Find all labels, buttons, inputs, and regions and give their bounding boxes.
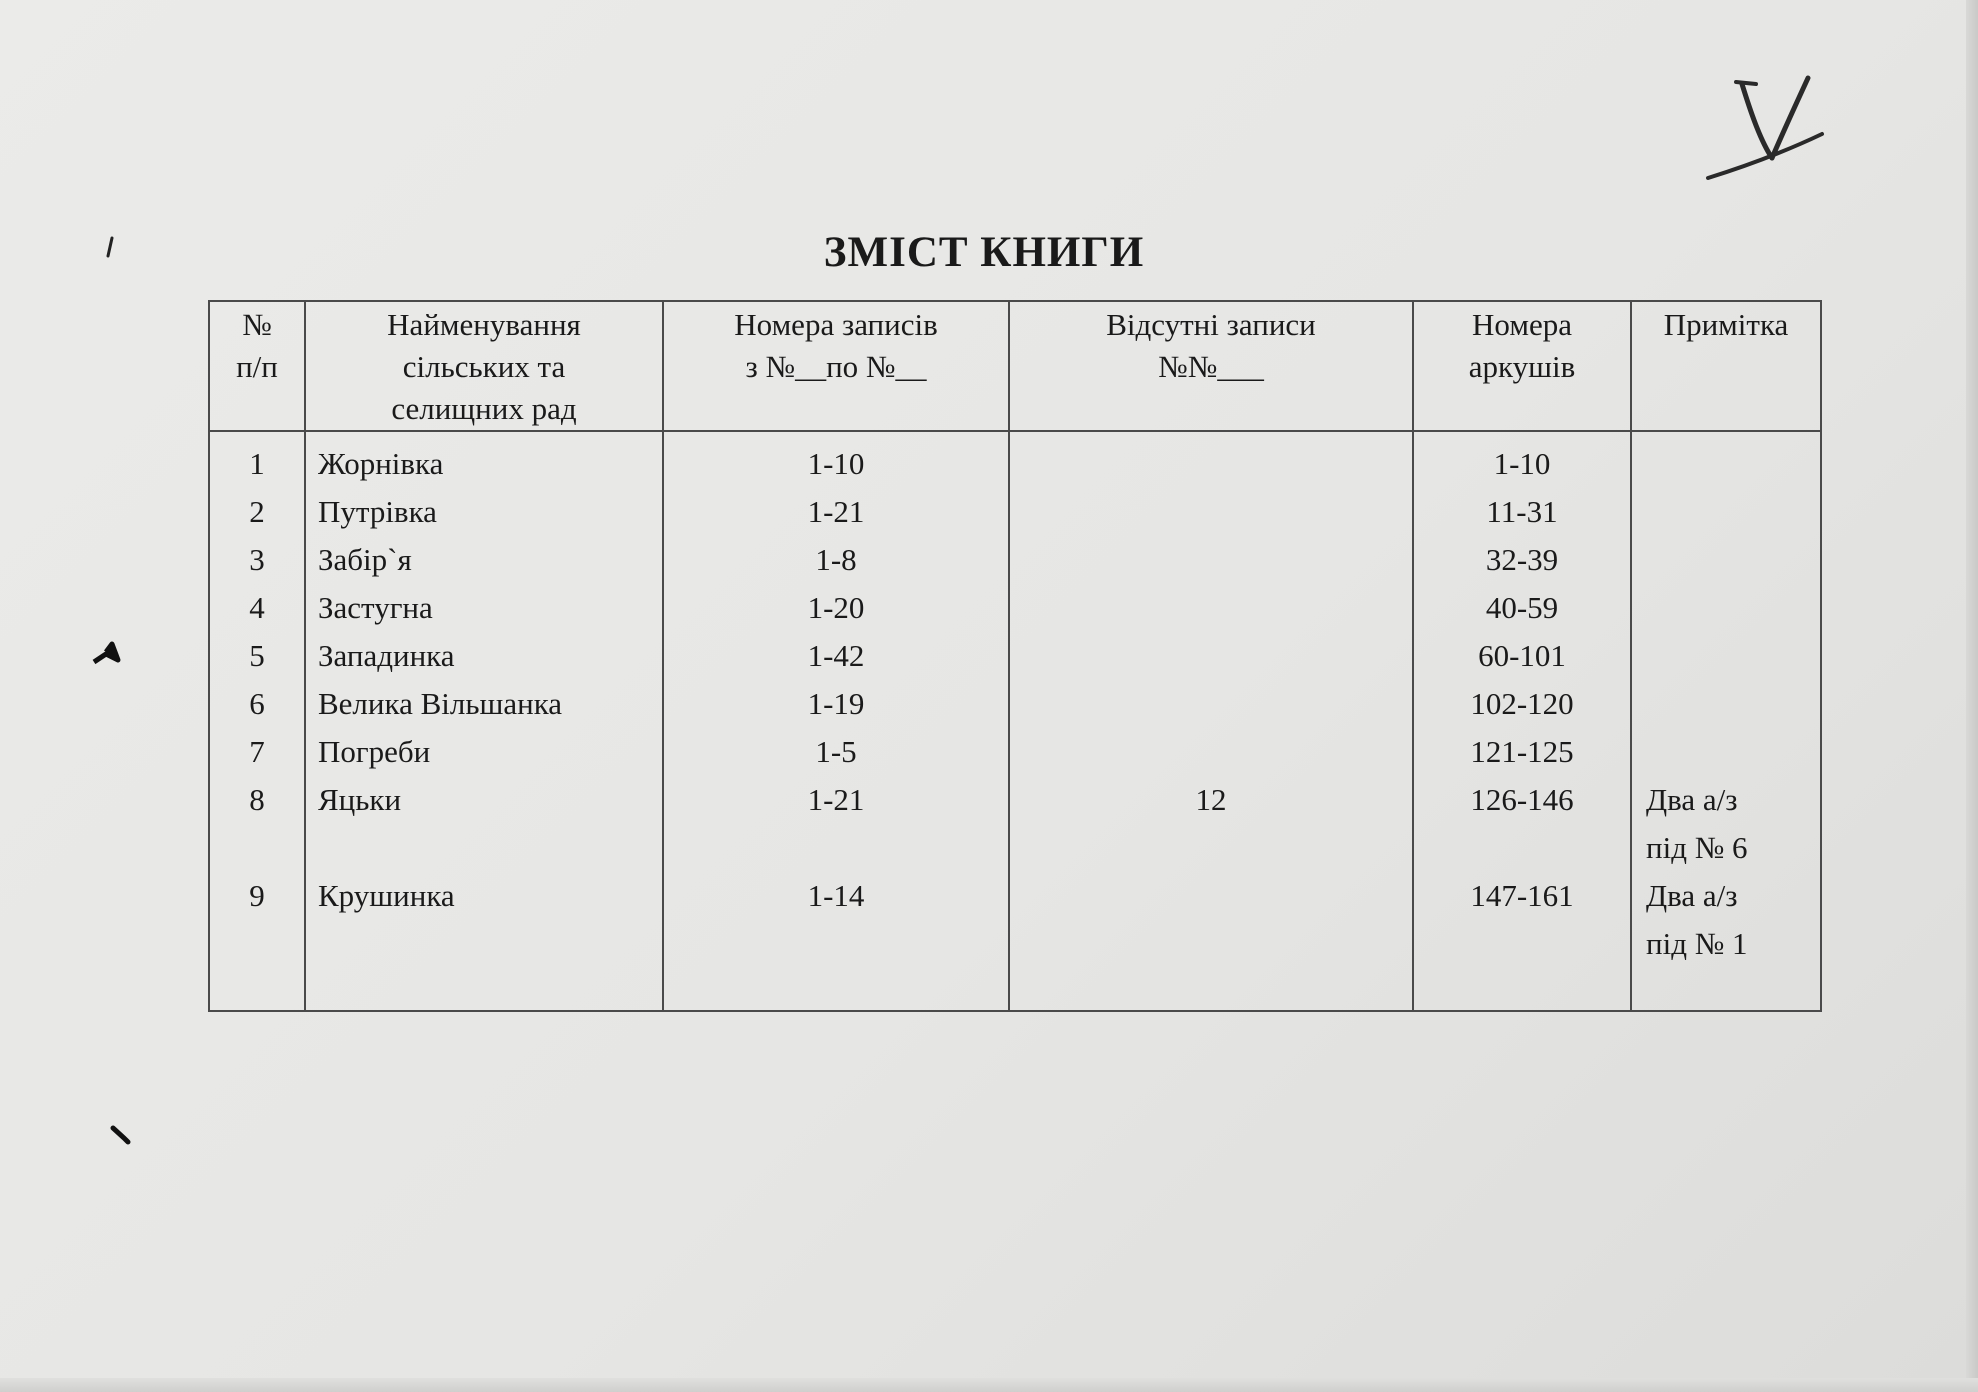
cell-missing-record xyxy=(1010,920,1412,968)
cell-missing-record xyxy=(1010,632,1412,680)
cell-council-name: Западинка xyxy=(318,638,455,673)
cell-record-range: 1-21 xyxy=(807,782,865,817)
number-column xyxy=(209,431,305,1011)
cell-council-name xyxy=(318,920,662,968)
cell-note xyxy=(1646,632,1820,680)
cell-note xyxy=(1646,680,1820,728)
note-column xyxy=(1631,431,1821,1011)
cell-council-name xyxy=(318,824,662,872)
cell-record-range: 1-19 xyxy=(807,686,865,721)
cell-record-range: 1-42 xyxy=(807,638,865,673)
cell-sheet-range: 60-101 xyxy=(1478,638,1566,673)
cell-missing-record xyxy=(1010,824,1412,872)
cell-note xyxy=(1646,488,1820,536)
cell-council-name: Крушинка xyxy=(318,878,455,913)
cell-number: 9 xyxy=(249,878,265,913)
cell-council-name: Путрівка xyxy=(318,494,437,529)
cell-record-range: 1-14 xyxy=(807,878,865,913)
cell-sheet-range xyxy=(1414,824,1630,872)
sheet-numbers-column xyxy=(1413,431,1631,1011)
cell-number: 6 xyxy=(249,686,265,721)
cell-council-name: Забір`я xyxy=(318,542,412,577)
header-missing-records: Відсутні записи №№___ xyxy=(1009,301,1413,431)
missing-records-column xyxy=(1009,431,1413,1011)
cell-missing-record: 12 xyxy=(1195,782,1227,817)
handwritten-roman-numeral-mark xyxy=(1700,70,1830,190)
cell-sheet-range: 121-125 xyxy=(1470,734,1574,769)
cell-record-range xyxy=(664,920,1008,968)
cell-note: під № 1 xyxy=(1646,926,1748,961)
cell-note xyxy=(1646,584,1820,632)
cell-record-range: 1-10 xyxy=(807,446,865,481)
cell-sheet-range: 126-146 xyxy=(1470,782,1574,817)
cell-missing-record xyxy=(1010,536,1412,584)
cell-record-range: 1-8 xyxy=(815,542,857,577)
header-council-name: Найменування сільських та селищних рад xyxy=(305,301,663,431)
cell-note xyxy=(1646,728,1820,776)
cell-council-name: Застугна xyxy=(318,590,433,625)
cell-number: 5 xyxy=(249,638,265,673)
cell-record-range xyxy=(664,824,1008,872)
cell-number xyxy=(210,824,304,872)
cell-note xyxy=(1646,536,1820,584)
cell-sheet-range xyxy=(1414,920,1630,968)
cell-council-name: Погреби xyxy=(318,734,431,769)
cell-number: 7 xyxy=(249,734,265,769)
cell-note xyxy=(1646,440,1820,488)
cell-sheet-range: 11-31 xyxy=(1486,494,1558,529)
cell-number: 3 xyxy=(249,542,265,577)
cell-number: 8 xyxy=(249,782,265,817)
cell-missing-record xyxy=(1010,440,1412,488)
cell-missing-record xyxy=(1010,728,1412,776)
page-edge xyxy=(1966,0,1978,1392)
cell-missing-record xyxy=(1010,872,1412,920)
cell-record-range: 1-21 xyxy=(807,494,865,529)
cell-council-name: Жорнівка xyxy=(318,446,444,481)
cell-record-range: 1-5 xyxy=(815,734,857,769)
cell-sheet-range: 147-161 xyxy=(1470,878,1574,913)
header-note: Примітка xyxy=(1631,301,1821,431)
margin-speck-middle xyxy=(92,640,122,666)
header-sheet-numbers: Номера аркушів xyxy=(1413,301,1631,431)
cell-sheet-range: 40-59 xyxy=(1485,590,1559,625)
cell-sheet-range: 1-10 xyxy=(1493,446,1551,481)
cell-number xyxy=(210,920,304,968)
cell-note: під № 6 xyxy=(1646,830,1748,865)
cell-number: 4 xyxy=(249,590,265,625)
table-header-row xyxy=(209,301,1821,431)
contents-table xyxy=(208,300,1822,1012)
cell-council-name: Яцьки xyxy=(318,782,402,817)
header-number: № п/п xyxy=(209,301,305,431)
margin-speck-bottom xyxy=(110,1124,132,1146)
header-record-numbers: Номера записів з №__по №__ xyxy=(663,301,1009,431)
page-edge-bottom xyxy=(0,1378,1978,1392)
cell-missing-record xyxy=(1010,584,1412,632)
record-numbers-column xyxy=(663,431,1009,1011)
council-name-column xyxy=(305,431,663,1011)
cell-number: 2 xyxy=(249,494,265,529)
cell-council-name: Велика Вільшанка xyxy=(318,686,563,721)
cell-record-range: 1-20 xyxy=(807,590,865,625)
cell-sheet-range: 32-39 xyxy=(1485,542,1559,577)
cell-sheet-range: 102-120 xyxy=(1470,686,1574,721)
cell-note: Два а/з xyxy=(1646,878,1738,913)
document-title: ЗМІСТ КНИГИ xyxy=(823,229,1145,276)
cell-note: Два а/з xyxy=(1646,782,1738,817)
table-body-row xyxy=(209,431,1821,1011)
cell-missing-record xyxy=(1010,488,1412,536)
cell-missing-record xyxy=(1010,680,1412,728)
cell-number: 1 xyxy=(249,446,265,481)
